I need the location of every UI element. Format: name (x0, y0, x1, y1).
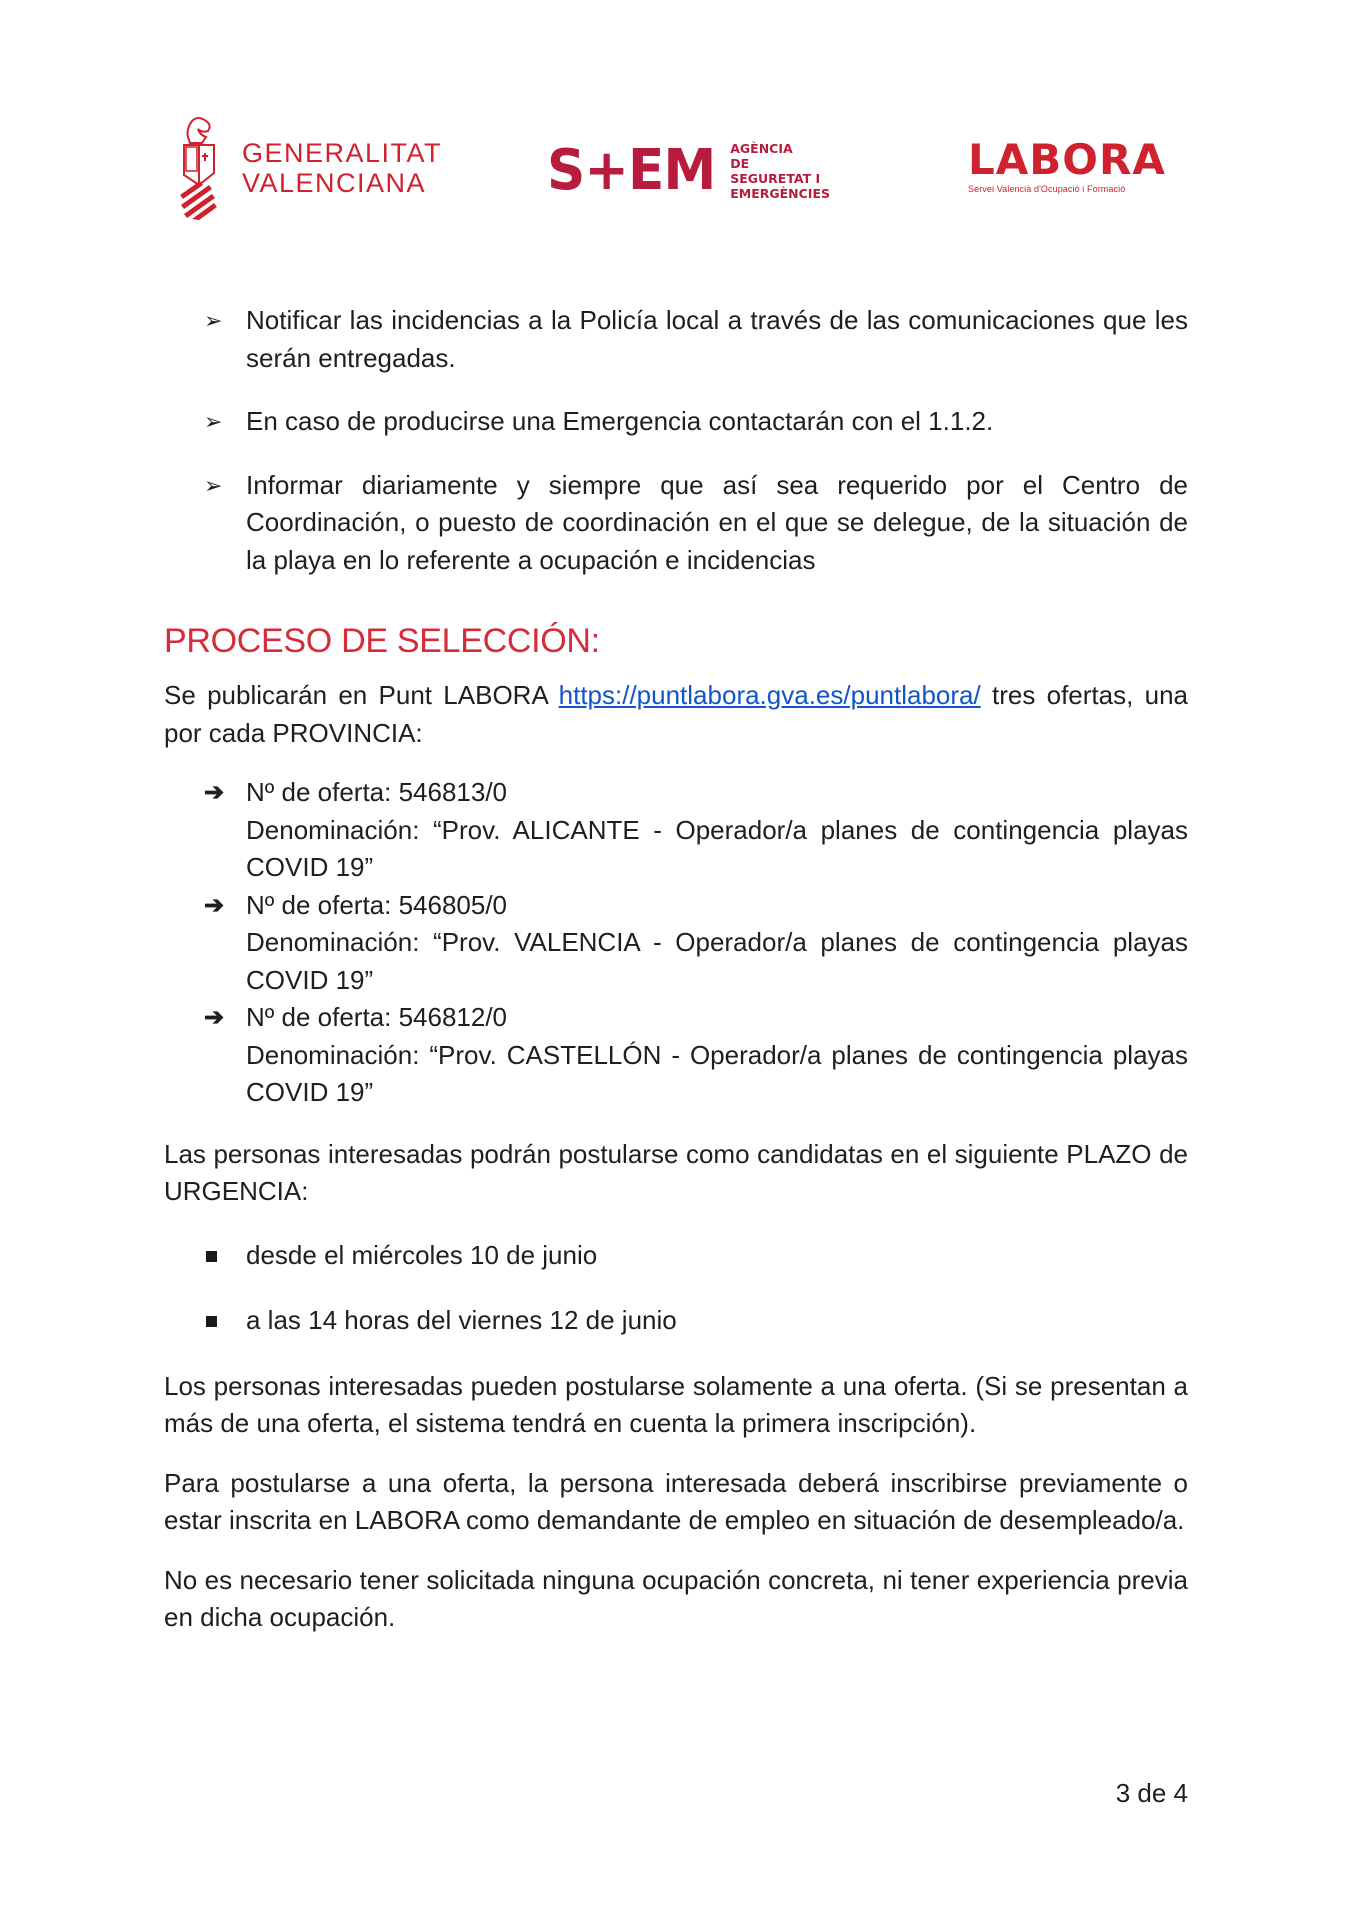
intro-text-after: tres ofertas, una por cada PROVINCIA: (164, 680, 1188, 748)
sem-line-2: DE SEGURETAT I (730, 156, 821, 186)
arrowhead-bullet-icon: ➢ (204, 308, 223, 333)
arrowhead-bullet-icon: ➢ (204, 409, 223, 434)
puntlabora-link[interactable]: https://puntlabora.gva.es/puntlabora/ (558, 680, 981, 710)
labora-subtitle: Servei Valencià d'Ocupació i Formació (968, 184, 1126, 194)
page-number: 3 de 4 (1115, 1778, 1188, 1808)
offer-name: Denominación: “Prov. CASTELLÓN - Operador/a planes de contingencia playas COVID 19” (246, 1039, 1188, 1107)
selection-intro (164, 677, 1188, 752)
duty-text: En caso de producirse una Emergencia contactarán con el 1.1.2. (246, 406, 994, 436)
labora-wordmark: LABORA (968, 135, 1166, 184)
paragraph-no-experience: No es necesario tener solicitada ninguna ocupación concreta, ni tener experiencia previa en dicha ocupación. (164, 1564, 1188, 1632)
offer-item (164, 887, 1188, 1000)
offer-number: Nº de oferta: 546812/0 (246, 1002, 508, 1032)
intro-text-before: Se publicarán en Punt LABORA (164, 680, 559, 710)
offer-number: Nº de oferta: 546813/0 (246, 777, 508, 807)
document-body (164, 302, 1188, 1659)
sem-agency-text (730, 141, 830, 201)
gva-wordmark (242, 138, 442, 198)
sem-line-1: AGÈNCIA (730, 141, 793, 156)
list-item (164, 403, 1188, 441)
arrowhead-bullet-icon: ➢ (204, 472, 223, 498)
list-item (164, 1237, 1188, 1275)
square-bullet-icon (206, 1251, 217, 1262)
duty-text: Notificar las incidencias a la Policía local a través de las comunicaciones que les serán entregadas. (246, 305, 1188, 373)
deadline-text: a las 14 horas del viernes 12 de junio (246, 1305, 677, 1335)
sem-logo (547, 138, 831, 203)
offer-name: Denominación: “Prov. ALICANTE - Operador/a planes de contingencia playas COVID 19” (246, 814, 1188, 882)
deadline-list (164, 1237, 1188, 1340)
deadline-intro: Las personas interesadas podrán postularse como candidatas en el siguiente PLAZO de URGENCIA: (164, 1138, 1188, 1206)
duty-text: Informar diariamente y siempre que así sea requerido por el Centro de Coordinación, o puesto de coordinación en el que se delegue, de la situación de la playa en lo referente a ocupación e incidencias (246, 469, 1188, 575)
offer-number: Nº de oferta: 546805/0 (246, 889, 508, 920)
offer-name: Denominación: “Prov. VALENCIA - Operador/a planes de contingencia playas COVID 19” (246, 927, 1188, 995)
arrow-right-icon: ➔ (204, 779, 225, 806)
labora-logo (968, 135, 1168, 194)
arrow-right-icon: ➔ (204, 1004, 225, 1031)
duties-list (164, 302, 1188, 579)
sem-wordmark: S+EM (547, 138, 716, 203)
offer-item (164, 774, 1188, 887)
sem-line-3: EMERGÈNCIES (730, 186, 831, 201)
list-item (164, 1302, 1188, 1340)
gva-line-2: VALENCIANA (242, 167, 427, 198)
section-heading: PROCESO DE SELECCIÓN: (164, 622, 600, 660)
arrow-right-icon: ➔ (204, 891, 225, 919)
offer-item (164, 999, 1188, 1112)
list-item (164, 467, 1188, 580)
paragraph-one-offer: Los personas interesadas pueden postularse solamente a una oferta. (Si se presentan a más de una oferta, el sistema tendrá en cuenta la primera inscripción). (164, 1370, 1188, 1438)
deadline-text: desde el miércoles 10 de junio (246, 1239, 598, 1270)
square-bullet-icon (206, 1316, 217, 1327)
list-item (164, 302, 1188, 377)
coat-of-arms-icon (178, 115, 230, 220)
generalitat-valenciana-logo (178, 115, 443, 220)
offers-list (164, 774, 1188, 1112)
page-header (0, 0, 1358, 230)
paragraph-registration: Para postularse a una oferta, la persona interesada deberá inscribirse previamente o estar inscrita en LABORA como demandante de empleo en situación de desempleado/a. (164, 1467, 1188, 1535)
gva-line-1: GENERALITAT (242, 137, 443, 168)
